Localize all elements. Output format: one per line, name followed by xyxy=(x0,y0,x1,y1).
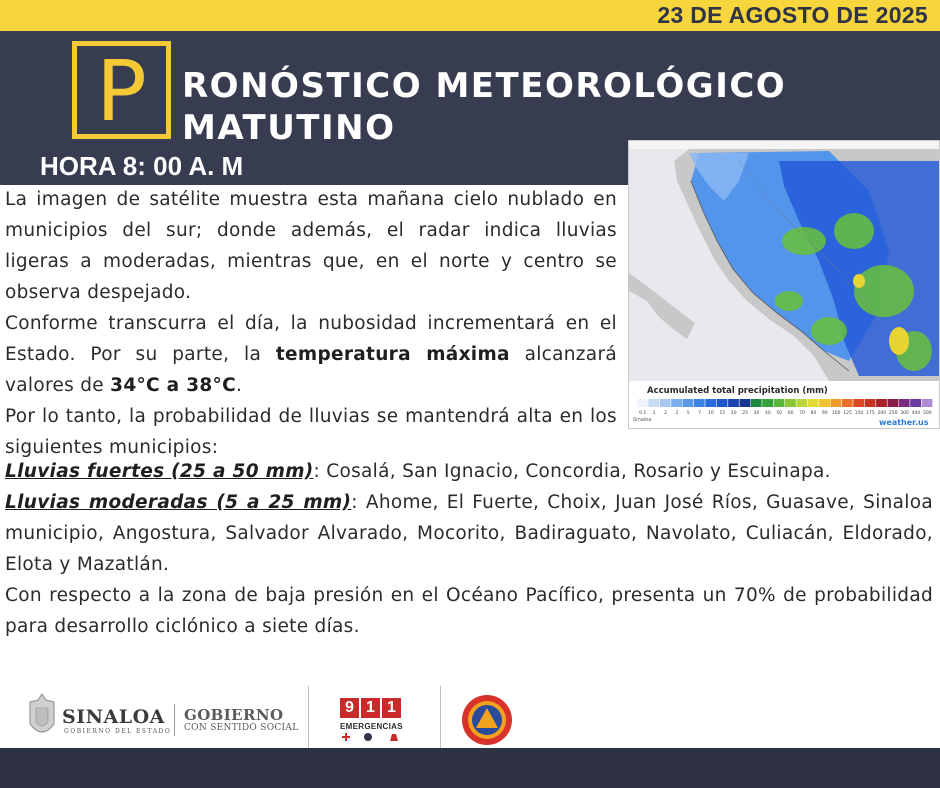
legend-tick-label: 500 xyxy=(923,411,932,416)
precipitation-map-graphic xyxy=(629,141,940,429)
legend-tick-label: 250 xyxy=(888,411,898,416)
legend-swatch xyxy=(705,399,716,407)
temp-text-b: alcanzará valores de xyxy=(5,344,617,396)
legend-tick-label: 3 xyxy=(675,411,679,416)
legend-swatch xyxy=(831,399,842,407)
legend-tick-label: 20 xyxy=(730,411,737,416)
legend-tick-label: 40 xyxy=(765,411,771,416)
legend-tick-label: 1 xyxy=(652,411,656,416)
temp-emphasis: temperatura máxima xyxy=(275,344,510,365)
map-rain-green-cell xyxy=(775,291,803,311)
paragraph-temperature xyxy=(5,308,617,401)
legend-tick-label: 25 xyxy=(742,411,749,416)
legend-tick-label: 10 xyxy=(708,411,714,416)
legend-tick-label: 2 xyxy=(664,411,667,416)
initial-letter: P xyxy=(96,42,147,140)
divider xyxy=(174,704,175,736)
legend-swatch xyxy=(671,399,682,407)
emergency-services-icon xyxy=(342,732,400,742)
legend-tick-label: 30 xyxy=(753,411,760,416)
map-rain-yellow-cell xyxy=(853,274,865,288)
bottom-bar xyxy=(0,748,940,788)
legend-swatch xyxy=(785,399,796,407)
gobierno-subtitle: CON SENTIDO SOCIAL xyxy=(184,723,299,733)
heavy-rain-list: : Cosalá, San Ignacio, Concordia, Rosario y Escuinapa. xyxy=(313,461,831,482)
legend-swatch xyxy=(660,399,671,407)
legend-tick-label: 150 xyxy=(854,411,864,416)
legend-tick-label: 7 xyxy=(698,411,702,416)
legend-swatch xyxy=(796,399,807,407)
legend-swatch xyxy=(819,399,830,407)
legend-swatch xyxy=(876,399,887,407)
e911-digit: 9 xyxy=(340,698,359,718)
map-rain-yellow-cell xyxy=(889,327,909,355)
legend-swatch xyxy=(842,399,853,407)
legend-swatch xyxy=(853,399,864,407)
map-rain-green-cell xyxy=(811,317,847,345)
legend-swatch xyxy=(751,399,762,407)
legend-swatch xyxy=(762,399,773,407)
map-rain-green-cell xyxy=(782,227,826,255)
legend-tick-label: 300 xyxy=(900,411,909,416)
temp-text-c: . xyxy=(235,375,243,396)
page-title xyxy=(182,65,786,149)
paragraph-satellite xyxy=(5,184,617,308)
e911-digit: 1 xyxy=(361,698,380,718)
legend-swatch xyxy=(922,399,933,407)
paragraph-probability xyxy=(5,401,617,463)
precipitation-map xyxy=(628,140,940,429)
legend-tick-label: 70 xyxy=(799,411,805,416)
legend-tick-label: 15 xyxy=(719,411,726,416)
legend-swatch xyxy=(717,399,728,407)
probability-text: Por lo tanto, la probabilidad de lluvias se mantendrá alta en los siguientes municipios: xyxy=(5,406,617,458)
report-date: 23 DE AGOSTO DE 2025 xyxy=(657,2,928,28)
legend-swatch xyxy=(888,399,899,407)
map-top-caption-bar xyxy=(629,141,940,149)
title-line-2: MATUTINO xyxy=(182,108,396,148)
divider xyxy=(440,686,441,748)
temp-text-a: Conforme transcurra el día, la nubosidad incrementará en el Estado. Por su parte, la xyxy=(5,313,617,365)
legend-swatch xyxy=(637,399,648,407)
title-line-1: RONÓSTICO METEOROLÓGICO xyxy=(182,66,787,106)
legend-tick-label: 90 xyxy=(821,411,828,416)
legend-tick-label: 400 xyxy=(911,411,921,416)
legend-swatch xyxy=(910,399,921,407)
paragraph-satellite-text: La imagen de satélite muestra esta mañana cielo nublado en municipios del sur; donde además, el radar indica lluvias ligeras a moderadas, mientras que, en el norte y centro se observa despejado. xyxy=(5,189,617,303)
legend-swatch xyxy=(694,399,705,407)
legend-tick-label: 100 xyxy=(831,411,841,416)
gobierno-wordmark: GOBIERNO xyxy=(184,706,284,724)
sinaloa-coat-of-arms-icon xyxy=(26,692,58,742)
divider xyxy=(308,686,309,748)
map-rain-green-cell xyxy=(854,265,914,317)
legend-swatch xyxy=(865,399,876,407)
legend-swatch xyxy=(808,399,819,407)
map-rain-green-cell xyxy=(834,213,874,249)
legend-tick-label: 175 xyxy=(866,411,875,416)
legend-tick-label: 80 xyxy=(810,411,817,416)
legend-swatch xyxy=(774,399,785,407)
sinaloa-wordmark: SINALOA xyxy=(62,706,165,728)
sinaloa-subtitle: GOBIERNO DEL ESTADO xyxy=(64,728,172,735)
report-hour: HORA 8: 00 A. M xyxy=(40,151,244,181)
proteccion-civil-seal-icon xyxy=(461,694,513,746)
moderate-rain-list: : Ahome, El Fuerte, Choix, Juan José Ríos, Guasave, Sinaloa municipio, Angostura, Salvador Alvarado, Mocorito, Badiraguato, Navolato, Culiacán, Eldorado, Elota y Mazatlán. xyxy=(5,492,933,575)
heavy-rain-item xyxy=(5,456,933,487)
forecast-text-narrow xyxy=(5,184,617,463)
legend-tick-label: 5 xyxy=(686,411,690,416)
temp-range: 34°C a 38°C xyxy=(110,375,236,396)
legend-tick-label: 60 xyxy=(787,411,794,416)
e911-digit: 1 xyxy=(382,698,401,718)
low-pressure-text: Con respecto a la zona de baja presión en el Océano Pacífico, presenta un 70% de probabilidad para desarrollo ciclónico a siete días. xyxy=(5,585,933,637)
footer-logos xyxy=(0,686,940,748)
legend-swatch xyxy=(740,399,751,407)
map-legend-title: Accumulated total precipitation (mm) xyxy=(647,386,828,396)
legend-swatch xyxy=(728,399,739,407)
moderate-rain-label: Lluvias moderadas (5 a 25 mm) xyxy=(5,492,352,513)
legend-swatch xyxy=(683,399,694,407)
legend-swatch xyxy=(648,399,659,407)
initial-letter-box xyxy=(72,41,171,139)
legend-tick-label: 0.1 xyxy=(639,411,647,416)
moderate-rain-item xyxy=(5,487,933,580)
paragraph-low-pressure xyxy=(5,580,933,642)
date-strip xyxy=(0,0,940,31)
heavy-rain-label: Lluvias fuertes (25 a 50 mm) xyxy=(5,461,314,482)
legend-tick-label: 200 xyxy=(877,411,887,416)
legend-tick-label: 50 xyxy=(776,411,783,416)
forecast-text-wide xyxy=(5,456,933,642)
e911-label: EMERGENCIAS xyxy=(340,722,403,731)
legend-swatch xyxy=(899,399,910,407)
map-region-label: Sinaloa xyxy=(633,417,652,423)
legend-tick-label: 125 xyxy=(843,411,852,416)
map-brand: weather.us xyxy=(879,418,929,427)
